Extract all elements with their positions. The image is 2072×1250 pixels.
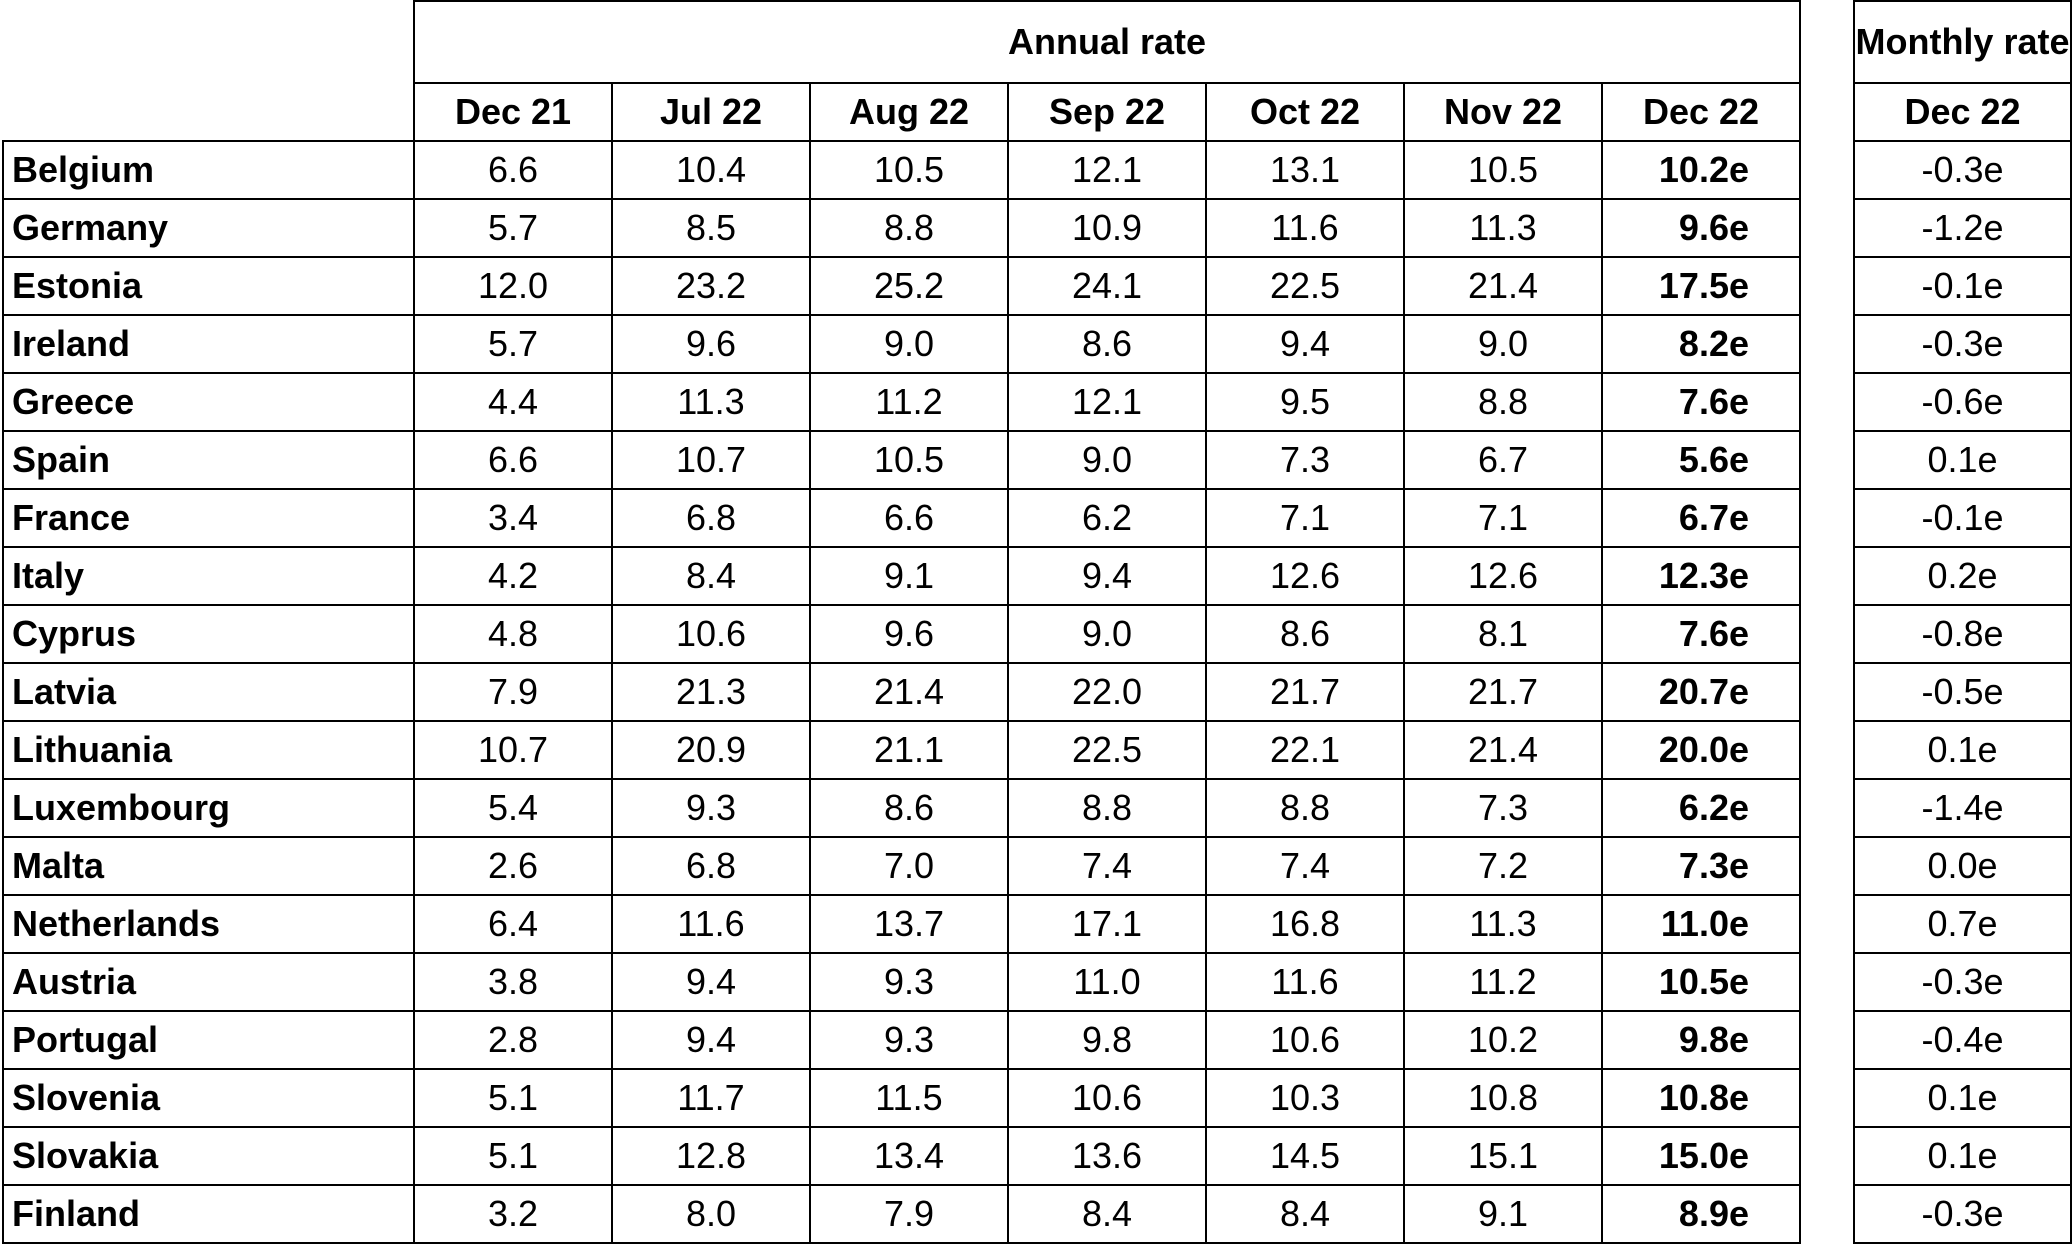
annual-rate-cell: 13.1	[1206, 141, 1404, 199]
annual-rate-cell: 8.6	[1206, 605, 1404, 663]
annual-rate-cell: 25.2	[810, 257, 1008, 315]
annual-rate-cell: 10.5	[810, 141, 1008, 199]
annual-rate-cell: 5.1	[414, 1127, 612, 1185]
table-row	[1854, 141, 2071, 199]
annual-column-header: Oct 22	[1206, 83, 1404, 141]
monthly-rate-cell: -0.4e	[1854, 1011, 2071, 1069]
annual-rate-cell: 13.6	[1008, 1127, 1206, 1185]
table-row	[1854, 1011, 2071, 1069]
monthly-rate-cell: 0.2e	[1854, 547, 2071, 605]
annual-rate-cell: 10.7	[414, 721, 612, 779]
monthly-rate-cell: 0.1e	[1854, 431, 2071, 489]
annual-rate-cell: 12.3e	[1602, 547, 1800, 605]
annual-rate-cell: 7.1	[1404, 489, 1602, 547]
table-row	[1854, 315, 2071, 373]
annual-rate-cell: 3.8	[414, 953, 612, 1011]
monthly-rate-cell: -1.2e	[1854, 199, 2071, 257]
annual-rate-cell: 9.8e	[1602, 1011, 1800, 1069]
annual-rate-cell: 14.5	[1206, 1127, 1404, 1185]
table-row	[1854, 431, 2071, 489]
annual-column-header: Dec 21	[414, 83, 612, 141]
monthly-rate-cell: 0.1e	[1854, 1069, 2071, 1127]
corner-cell	[3, 1, 414, 141]
country-name: Belgium	[3, 141, 414, 199]
annual-rate-cell: 4.8	[414, 605, 612, 663]
monthly-rate-header: Monthly rate	[1854, 1, 2071, 83]
annual-rate-cell: 10.5	[810, 431, 1008, 489]
country-name: Estonia	[3, 257, 414, 315]
annual-rate-cell: 8.2e	[1602, 315, 1800, 373]
country-name: Austria	[3, 953, 414, 1011]
annual-column-header: Jul 22	[612, 83, 810, 141]
table-row	[3, 605, 1800, 663]
annual-rate-cell: 6.4	[414, 895, 612, 953]
annual-rate-cell: 7.3	[1206, 431, 1404, 489]
annual-rate-cell: 8.8	[1206, 779, 1404, 837]
annual-rate-cell: 20.7e	[1602, 663, 1800, 721]
table-row	[1854, 1185, 2071, 1243]
table-row	[3, 315, 1800, 373]
country-name: Lithuania	[3, 721, 414, 779]
annual-rate-cell: 7.2	[1404, 837, 1602, 895]
country-name: Italy	[3, 547, 414, 605]
country-name: Slovakia	[3, 1127, 414, 1185]
annual-rate-cell: 22.5	[1008, 721, 1206, 779]
annual-rate-cell: 5.7	[414, 199, 612, 257]
annual-rate-cell: 11.3	[1404, 199, 1602, 257]
country-name: Luxembourg	[3, 779, 414, 837]
annual-rate-cell: 9.5	[1206, 373, 1404, 431]
table-row	[3, 1185, 1800, 1243]
annual-rate-cell: 10.5e	[1602, 953, 1800, 1011]
table-row	[3, 1011, 1800, 1069]
annual-rate-cell: 15.0e	[1602, 1127, 1800, 1185]
table-row	[3, 141, 1800, 199]
annual-rate-cell: 10.3	[1206, 1069, 1404, 1127]
annual-rate-cell: 4.4	[414, 373, 612, 431]
annual-rate-cell: 8.0	[612, 1185, 810, 1243]
annual-rate-cell: 3.4	[414, 489, 612, 547]
annual-rate-cell: 7.9	[810, 1185, 1008, 1243]
country-name: Greece	[3, 373, 414, 431]
table-row	[3, 721, 1800, 779]
annual-rate-cell: 6.8	[612, 837, 810, 895]
annual-rate-cell: 10.9	[1008, 199, 1206, 257]
annual-rate-cell: 8.4	[612, 547, 810, 605]
annual-rate-cell: 11.6	[612, 895, 810, 953]
annual-rate-cell: 9.0	[1008, 431, 1206, 489]
annual-rate-cell: 6.2e	[1602, 779, 1800, 837]
country-name: Slovenia	[3, 1069, 414, 1127]
annual-rate-cell: 9.1	[1404, 1185, 1602, 1243]
annual-rate-cell: 7.3e	[1602, 837, 1800, 895]
annual-rate-cell: 6.7e	[1602, 489, 1800, 547]
annual-rate-cell: 9.3	[612, 779, 810, 837]
monthly-rate-cell: -0.1e	[1854, 489, 2071, 547]
annual-rate-cell: 10.8	[1404, 1069, 1602, 1127]
table-row	[3, 663, 1800, 721]
annual-rate-cell: 9.4	[612, 953, 810, 1011]
monthly-table-body	[1854, 141, 2071, 1243]
annual-rate-cell: 8.9e	[1602, 1185, 1800, 1243]
annual-rate-cell: 11.5	[810, 1069, 1008, 1127]
annual-rate-cell: 9.4	[1008, 547, 1206, 605]
annual-rate-cell: 9.6e	[1602, 199, 1800, 257]
table-row	[3, 257, 1800, 315]
annual-rate-header: Annual rate	[414, 1, 1800, 83]
annual-rate-cell: 13.4	[810, 1127, 1008, 1185]
annual-rate-cell: 5.7	[414, 315, 612, 373]
table-row	[1854, 837, 2071, 895]
monthly-rate-table	[1853, 0, 2072, 1244]
table-row	[3, 837, 1800, 895]
table-row	[3, 199, 1800, 257]
country-name: France	[3, 489, 414, 547]
annual-rate-cell: 7.6e	[1602, 373, 1800, 431]
annual-rate-cell: 10.2e	[1602, 141, 1800, 199]
annual-rate-cell: 22.0	[1008, 663, 1206, 721]
country-name: Cyprus	[3, 605, 414, 663]
annual-rate-cell: 8.5	[612, 199, 810, 257]
monthly-rate-cell: 0.7e	[1854, 895, 2071, 953]
table-row	[3, 547, 1800, 605]
country-name: Portugal	[3, 1011, 414, 1069]
table-row	[1854, 779, 2071, 837]
annual-rate-cell: 10.4	[612, 141, 810, 199]
annual-rate-cell: 9.4	[612, 1011, 810, 1069]
annual-rate-cell: 7.1	[1206, 489, 1404, 547]
annual-rate-cell: 7.4	[1008, 837, 1206, 895]
monthly-rate-cell: -0.3e	[1854, 315, 2071, 373]
monthly-rate-cell: -0.3e	[1854, 953, 2071, 1011]
annual-rate-cell: 22.5	[1206, 257, 1404, 315]
annual-rate-cell: 5.4	[414, 779, 612, 837]
table-row	[1854, 257, 2071, 315]
annual-rate-cell: 11.0e	[1602, 895, 1800, 953]
annual-rate-cell: 13.7	[810, 895, 1008, 953]
annual-column-header: Dec 22	[1602, 83, 1800, 141]
country-name: Ireland	[3, 315, 414, 373]
annual-rate-cell: 21.7	[1404, 663, 1602, 721]
annual-rate-cell: 7.3	[1404, 779, 1602, 837]
table-row	[1854, 605, 2071, 663]
country-name: Netherlands	[3, 895, 414, 953]
annual-rate-cell: 9.6	[612, 315, 810, 373]
annual-rate-cell: 9.0	[1008, 605, 1206, 663]
annual-rate-table	[2, 0, 1801, 1244]
monthly-rate-cell: -0.3e	[1854, 1185, 2071, 1243]
annual-rate-cell: 10.6	[1206, 1011, 1404, 1069]
annual-rate-cell: 2.8	[414, 1011, 612, 1069]
annual-rate-cell: 5.6e	[1602, 431, 1800, 489]
annual-rate-cell: 9.4	[1206, 315, 1404, 373]
annual-rate-cell: 12.1	[1008, 373, 1206, 431]
annual-rate-cell: 6.6	[414, 141, 612, 199]
annual-rate-cell: 7.0	[810, 837, 1008, 895]
annual-rate-cell: 8.6	[1008, 315, 1206, 373]
table-row	[1854, 663, 2071, 721]
annual-rate-cell: 6.2	[1008, 489, 1206, 547]
annual-rate-cell: 21.7	[1206, 663, 1404, 721]
table-row	[3, 953, 1800, 1011]
annual-rate-cell: 9.0	[1404, 315, 1602, 373]
country-name: Spain	[3, 431, 414, 489]
country-name: Latvia	[3, 663, 414, 721]
table-row	[1854, 953, 2071, 1011]
annual-rate-cell: 9.3	[810, 1011, 1008, 1069]
annual-rate-cell: 11.2	[1404, 953, 1602, 1011]
monthly-rate-cell: -0.5e	[1854, 663, 2071, 721]
monthly-rate-cell: -0.1e	[1854, 257, 2071, 315]
annual-rate-cell: 12.1	[1008, 141, 1206, 199]
table-row	[3, 1127, 1800, 1185]
monthly-rate-cell: 0.1e	[1854, 1127, 2071, 1185]
annual-rate-cell: 7.4	[1206, 837, 1404, 895]
annual-rate-cell: 21.4	[1404, 721, 1602, 779]
table-row	[3, 895, 1800, 953]
annual-rate-cell: 23.2	[612, 257, 810, 315]
annual-rate-cell: 21.4	[1404, 257, 1602, 315]
table-row	[3, 431, 1800, 489]
annual-rate-cell: 8.8	[810, 199, 1008, 257]
annual-rate-cell: 5.1	[414, 1069, 612, 1127]
table-row	[1854, 489, 2071, 547]
table-row	[1854, 721, 2071, 779]
annual-rate-cell: 21.1	[810, 721, 1008, 779]
annual-rate-cell: 9.3	[810, 953, 1008, 1011]
annual-rate-cell: 7.6e	[1602, 605, 1800, 663]
annual-rate-cell: 9.0	[810, 315, 1008, 373]
annual-rate-cell: 9.6	[810, 605, 1008, 663]
annual-rate-cell: 12.0	[414, 257, 612, 315]
annual-rate-cell: 8.6	[810, 779, 1008, 837]
table-row	[1854, 373, 2071, 431]
annual-rate-cell: 7.9	[414, 663, 612, 721]
annual-rate-cell: 10.8e	[1602, 1069, 1800, 1127]
table-row	[1854, 547, 2071, 605]
annual-rate-cell: 10.6	[612, 605, 810, 663]
annual-rate-cell: 17.5e	[1602, 257, 1800, 315]
annual-column-header: Nov 22	[1404, 83, 1602, 141]
annual-rate-cell: 11.0	[1008, 953, 1206, 1011]
annual-rate-cell: 10.6	[1008, 1069, 1206, 1127]
annual-rate-cell: 11.6	[1206, 199, 1404, 257]
annual-column-header: Sep 22	[1008, 83, 1206, 141]
annual-column-header: Aug 22	[810, 83, 1008, 141]
table-row	[1854, 895, 2071, 953]
table-row	[3, 373, 1800, 431]
country-name: Germany	[3, 199, 414, 257]
annual-rate-cell: 8.4	[1206, 1185, 1404, 1243]
annual-rate-cell: 8.8	[1008, 779, 1206, 837]
monthly-rate-cell: 0.0e	[1854, 837, 2071, 895]
annual-rate-cell: 12.8	[612, 1127, 810, 1185]
monthly-column-header: Dec 22	[1854, 83, 2071, 141]
annual-rate-cell: 17.1	[1008, 895, 1206, 953]
annual-rate-cell: 22.1	[1206, 721, 1404, 779]
annual-table-body	[3, 141, 1800, 1243]
annual-rate-cell: 11.7	[612, 1069, 810, 1127]
table-row	[1854, 1069, 2071, 1127]
annual-rate-cell: 9.8	[1008, 1011, 1206, 1069]
table-row	[3, 1069, 1800, 1127]
monthly-rate-cell: 0.1e	[1854, 721, 2071, 779]
annual-rate-cell: 20.0e	[1602, 721, 1800, 779]
monthly-rate-cell: -1.4e	[1854, 779, 2071, 837]
annual-rate-cell: 21.3	[612, 663, 810, 721]
table-row	[3, 779, 1800, 837]
annual-rate-cell: 6.8	[612, 489, 810, 547]
annual-rate-cell: 11.3	[612, 373, 810, 431]
annual-rate-cell: 11.6	[1206, 953, 1404, 1011]
monthly-rate-cell: -0.3e	[1854, 141, 2071, 199]
annual-rate-cell: 8.8	[1404, 373, 1602, 431]
annual-rate-cell: 2.6	[414, 837, 612, 895]
monthly-rate-cell: -0.8e	[1854, 605, 2071, 663]
table-row	[1854, 1127, 2071, 1185]
annual-rate-cell: 15.1	[1404, 1127, 1602, 1185]
annual-rate-cell: 8.4	[1008, 1185, 1206, 1243]
country-name: Malta	[3, 837, 414, 895]
annual-rate-cell: 3.2	[414, 1185, 612, 1243]
annual-rate-cell: 6.6	[414, 431, 612, 489]
annual-rate-cell: 6.6	[810, 489, 1008, 547]
annual-rate-cell: 4.2	[414, 547, 612, 605]
annual-rate-cell: 6.7	[1404, 431, 1602, 489]
annual-rate-cell: 10.5	[1404, 141, 1602, 199]
monthly-rate-cell: -0.6e	[1854, 373, 2071, 431]
country-name: Finland	[3, 1185, 414, 1243]
annual-rate-cell: 11.2	[810, 373, 1008, 431]
annual-rate-cell: 10.2	[1404, 1011, 1602, 1069]
annual-rate-cell: 10.7	[612, 431, 810, 489]
annual-rate-cell: 12.6	[1404, 547, 1602, 605]
annual-rate-cell: 21.4	[810, 663, 1008, 721]
annual-rate-cell: 16.8	[1206, 895, 1404, 953]
table-row	[1854, 199, 2071, 257]
annual-rate-cell: 12.6	[1206, 547, 1404, 605]
annual-rate-cell: 24.1	[1008, 257, 1206, 315]
annual-rate-cell: 9.1	[810, 547, 1008, 605]
annual-rate-cell: 11.3	[1404, 895, 1602, 953]
table-row	[3, 489, 1800, 547]
annual-rate-cell: 8.1	[1404, 605, 1602, 663]
annual-rate-cell: 20.9	[612, 721, 810, 779]
